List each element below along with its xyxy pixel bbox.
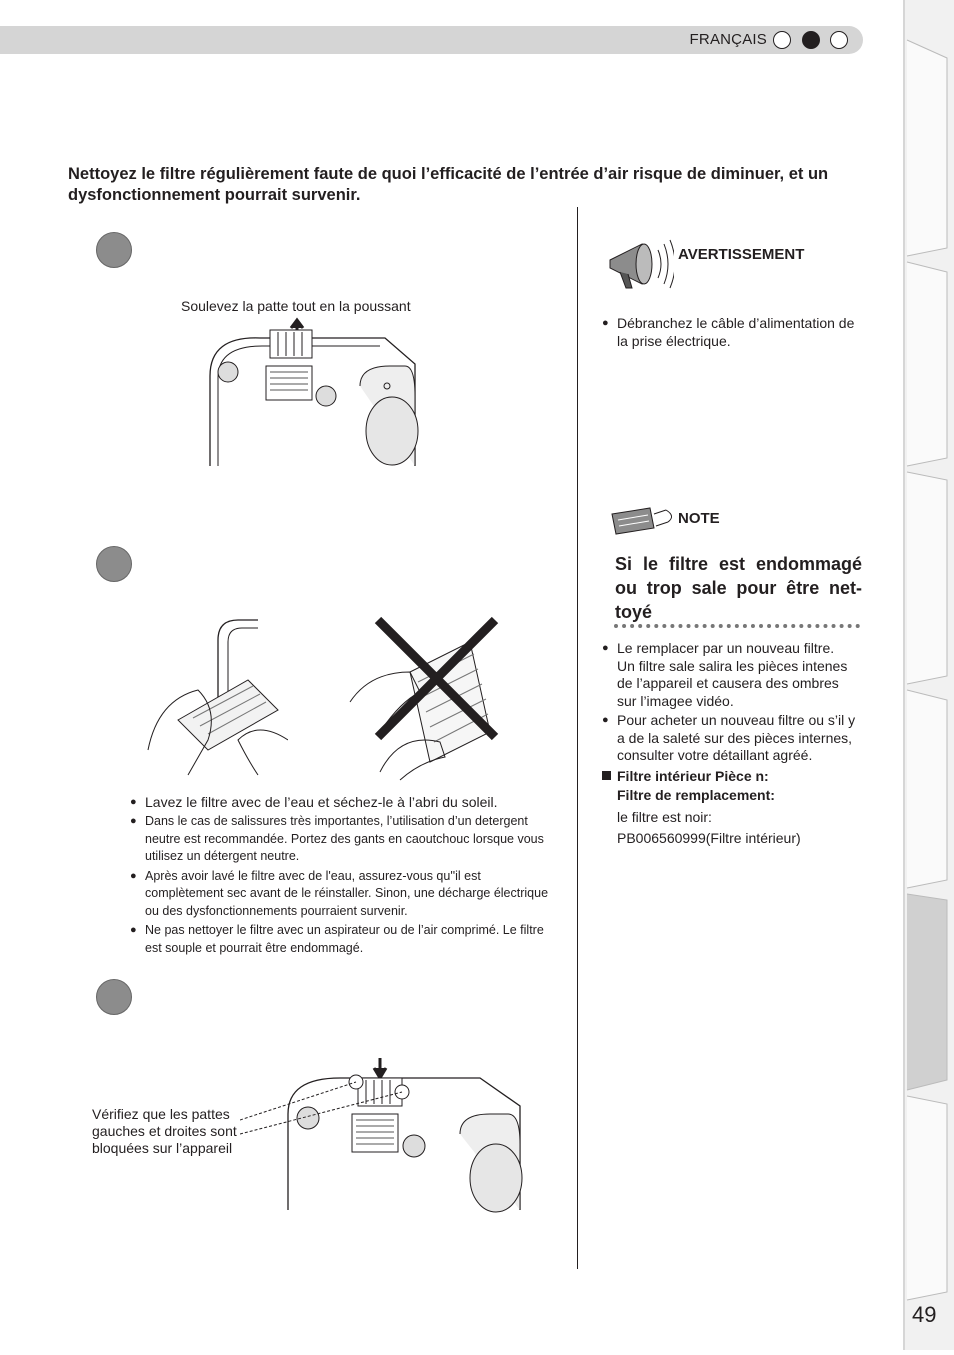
part-number: PB006560999(Filtre intérieur) [617, 830, 801, 846]
prohibited-compressed-air-illustration [340, 612, 510, 782]
language-indicator-dot [773, 31, 791, 49]
step-3-caption: Vérifiez que les pattes gauches et droites sont bloquées sur l’appareil [92, 1106, 237, 1156]
projector-filter-reinstall-illustration [240, 1054, 530, 1214]
pencil-note-icon [610, 506, 676, 536]
note-bullet-replace-detail: Un filtre sale salira les pièces intenes de l’appareil et causera des ombres sur l’imagee vidéo. [617, 657, 848, 709]
step-1-caption: Soulevez la patte tout en la poussant [181, 298, 411, 314]
step-2-instructions [130, 794, 560, 957]
warning-title: AVERTISSEMENT [678, 246, 805, 263]
note-body [602, 640, 862, 848]
language-label: FRANÇAIS [689, 31, 767, 48]
dotted-separator [614, 624, 860, 628]
note-title: NOTE [678, 510, 720, 527]
language-indicator-dot [830, 31, 848, 49]
bullet-dry: ● Après avoir lavé le filtre avec de l'eau, assurez-vous qu''il est complètement sec avant de le réinstaller. Sinon, une décharge électrique ou des dysfonctionnements pourraient survenir. [130, 868, 560, 921]
note-bullet-replace: ● Le remplacer par un nouveau filtre. [602, 640, 862, 658]
warning-bullet: ● Débranchez le câble d’alimentation de la prise électrique. [602, 315, 864, 350]
replacement-label: Filtre de remplacement: [617, 787, 775, 803]
column-divider [577, 207, 578, 1269]
intro-text: Nettoyez le filtre régulièrement faute de quoi l’efficacité de l’entrée d’air risque de diminuer, et un dysfonctionnement pourrait survenir. [68, 165, 829, 204]
bullet-no-vacuum: ● Ne pas nettoyer le filtre avec un aspirateur ou de l’air comprimé. Le filtre est souple et pourrait être endommagé. [130, 922, 560, 957]
projector-filter-lift-illustration [200, 316, 430, 496]
side-tabs [903, 0, 954, 1350]
side-tab-outlines [903, 0, 954, 1350]
bullet-detergent: ● Dans le cas de salissures très importantes, l’utilisation d’un detergent neutre est recommandée. Portez des gants en caoutchouc lorsque vous utilisez un détergent neutre. [130, 813, 560, 866]
filter-color-line: le filtre est noir: [617, 808, 712, 825]
bullet-wash: ● Lavez le filtre avec de l’eau et séchez-le à l’abri du soleil. [130, 794, 560, 811]
step-1-marker [96, 232, 132, 268]
step-3-marker [96, 979, 132, 1015]
note-bullet-purchase: ● Pour acheter un nouveau filtre ou s’il y a de la saleté sur des pièces internes, consulter votre détaillant agréé. [602, 712, 862, 765]
square-bullet-icon [602, 771, 611, 780]
step-2-marker [96, 546, 132, 582]
warning-text [602, 315, 864, 350]
washing-filter-illustration [138, 610, 288, 780]
megaphone-icon [606, 236, 674, 292]
part-label: Filtre intérieur Pièce n: [602, 768, 862, 786]
note-subheading: Si le filtre est endommagé ou trop sale pour être net-toyé [615, 554, 862, 622]
language-indicator-dot-active [802, 31, 820, 49]
page-number: 49 [912, 1302, 937, 1327]
